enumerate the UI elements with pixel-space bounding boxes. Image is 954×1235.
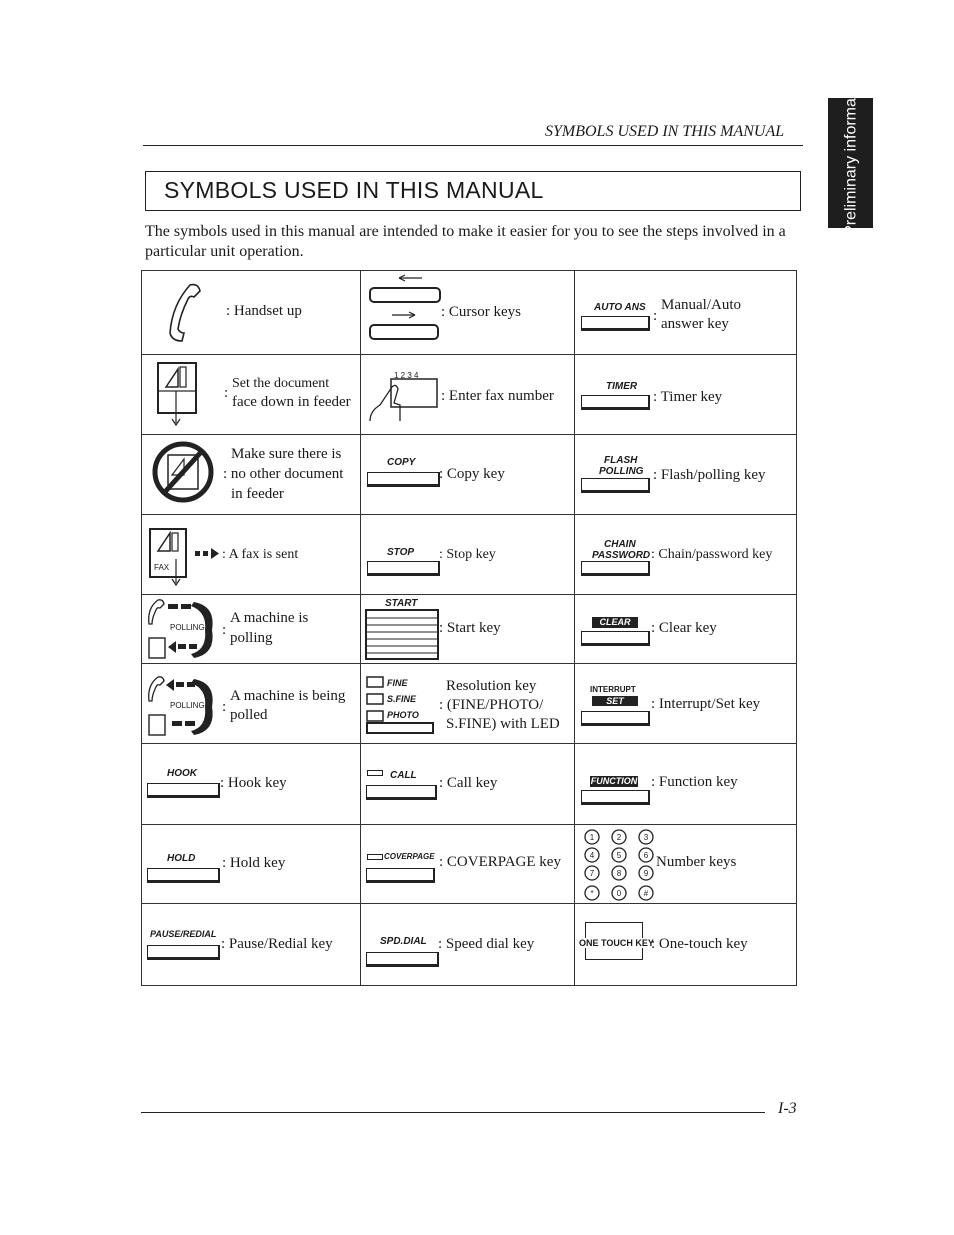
key-9: 9 [643, 869, 649, 878]
key-star: * [590, 889, 594, 898]
speed-dial-key[interactable] [366, 952, 439, 967]
polling-key-caption: POLLING [599, 466, 644, 477]
symbols-table [141, 270, 797, 986]
key-1: 1 [589, 833, 595, 842]
col-divider [574, 271, 575, 985]
row-divider [142, 354, 796, 355]
chain-password-key[interactable] [581, 561, 650, 576]
number-keypad-icon [582, 827, 662, 903]
resolution-key-label-3: S.FINE) with LED [446, 716, 560, 732]
password-key-caption: PASSWORD [592, 550, 651, 561]
col-divider [360, 271, 361, 985]
pause-redial-key-caption: PAUSE/REDIAL [150, 929, 217, 939]
polling-badge: POLLING [170, 623, 205, 632]
row-divider [142, 594, 796, 595]
colon: : [222, 699, 227, 715]
keypad-digits: 1 2 3 4 [394, 371, 419, 380]
timer-key-label: : Timer key [653, 389, 723, 405]
resolution-key-label: Resolution key [446, 678, 537, 694]
key-7: 7 [589, 869, 595, 878]
interrupt-set-label: : Interrupt/Set key [651, 696, 761, 712]
section-title-box [145, 171, 801, 211]
clear-key-label-plate: CLEAR [592, 617, 638, 628]
function-key-label-plate: FUNCTION [590, 776, 638, 786]
colon: : [222, 622, 227, 638]
auto-answer-label-2: answer key [661, 316, 729, 332]
hold-key-caption: HOLD [167, 853, 196, 864]
colon: : [224, 385, 229, 401]
call-key-label: : Call key [439, 775, 498, 791]
flash-key-caption: FLASH [604, 455, 638, 466]
hook-key-label: : Hook key [220, 775, 287, 791]
coverpage-key-caption: COVERPAGE [384, 852, 435, 861]
set-key-label-plate: SET [592, 696, 638, 706]
clear-key-label: : Clear key [651, 620, 717, 636]
pause-redial-key[interactable] [147, 945, 220, 960]
chapter-tab [828, 72, 873, 254]
handset-icon [160, 281, 206, 345]
flash-polling-key[interactable] [581, 478, 650, 493]
cursor-keys-icon [367, 273, 447, 345]
handset-up-label: : Handset up [226, 303, 302, 319]
function-key[interactable] [581, 790, 650, 805]
key-0: 0 [616, 889, 622, 898]
hook-key-caption: HOOK [167, 768, 197, 779]
hold-key-label: : Hold key [222, 855, 286, 871]
polled-badge: POLLING [170, 701, 205, 710]
footer-rule [141, 1112, 765, 1113]
document-feeder-icon [154, 361, 202, 427]
number-keys-label: Number keys [656, 854, 737, 870]
document-feeder-label: Set the document [232, 376, 330, 391]
fax-badge: FAX [154, 563, 170, 572]
timer-key[interactable] [581, 395, 650, 410]
fax-sent-label: : A fax is sent [222, 547, 299, 562]
hold-key[interactable] [147, 868, 220, 883]
colon: : [653, 308, 658, 324]
polling-label: A machine is [230, 610, 309, 626]
hook-key[interactable] [147, 783, 220, 798]
chain-key-caption: CHAIN [604, 539, 636, 550]
call-led [367, 770, 383, 776]
one-touch-label: : One-touch key [651, 936, 748, 952]
polled-label: A machine is being [230, 688, 346, 704]
interrupt-set-key[interactable] [581, 711, 650, 726]
key-4: 4 [589, 851, 595, 860]
polling-label-2: polling [230, 630, 273, 646]
document-feeder-label-2: face down in feeder [232, 394, 351, 410]
key-hash: # [643, 889, 649, 898]
call-key[interactable] [366, 785, 437, 800]
enter-fax-number-label: : Enter fax number [441, 388, 554, 404]
chain-password-label: : Chain/password key [651, 547, 773, 562]
intro-paragraph: The symbols used in this manual are intended to make it easier for you to see the steps involved in a particular unit operation. [145, 223, 786, 260]
section-title: SYMBOLS USED IN THIS MANUAL [164, 177, 544, 203]
polled-label-2: polled [230, 707, 268, 723]
auto-answer-label: Manual/Auto [661, 297, 741, 313]
key-3: 3 [643, 833, 649, 842]
start-key-caption: START [385, 598, 418, 609]
copy-key-caption: COPY [387, 457, 416, 468]
pause-redial-label: : Pause/Redial key [221, 936, 333, 952]
copy-key[interactable] [367, 472, 440, 487]
key-2: 2 [616, 833, 622, 842]
row-divider [142, 743, 796, 744]
coverpage-key[interactable] [366, 868, 435, 883]
clear-key[interactable] [581, 631, 650, 646]
stop-key[interactable] [367, 561, 440, 576]
speed-dial-label: : Speed dial key [438, 936, 535, 952]
running-header: SYMBOLS USED IN THIS MANUAL [545, 123, 785, 140]
key-6: 6 [643, 851, 649, 860]
auto-ans-key[interactable] [581, 316, 650, 331]
start-key[interactable] [365, 609, 439, 661]
one-touch-key-caption: ONE TOUCH KEY [579, 938, 654, 948]
timer-key-caption: TIMER [606, 381, 638, 392]
page-number: I-3 [778, 1100, 797, 1117]
no-other-document-label-2: : no other document [223, 466, 344, 482]
led-photo: PHOTO [387, 710, 419, 720]
stop-key-label: : Stop key [439, 547, 496, 562]
call-key-caption: CALL [390, 770, 417, 781]
start-key-label: : Start key [439, 620, 501, 636]
led-s-fine: S.FINE [387, 694, 417, 704]
speed-dial-key-caption: SPD.DIAL [380, 936, 427, 947]
row-divider [142, 824, 796, 825]
coverpage-led [367, 854, 383, 860]
interrupt-key-caption: INTERRUPT [590, 685, 636, 694]
row-divider [142, 663, 796, 664]
flash-polling-label: : Flash/polling key [653, 467, 766, 483]
stop-key-caption: STOP [387, 547, 415, 558]
resolution-key-label-2: : (FINE/PHOTO/ [439, 697, 544, 713]
key-8: 8 [616, 869, 622, 878]
no-document-icon [150, 439, 216, 505]
row-divider [142, 903, 796, 904]
header-rule [143, 145, 803, 146]
no-other-document-label: Make sure there is [231, 446, 342, 462]
cursor-keys-label: : Cursor keys [441, 304, 521, 320]
led-fine: FINE [387, 678, 408, 688]
no-other-document-label-3: in feeder [231, 486, 284, 502]
chapter-tab-label: 1. Preliminary information [842, 72, 859, 254]
function-key-label: : Function key [651, 774, 738, 790]
coverpage-key-label: : COVERPAGE key [439, 854, 561, 870]
copy-key-label: : Copy key [439, 466, 505, 482]
row-divider [142, 434, 796, 435]
key-5: 5 [616, 851, 622, 860]
row-divider [142, 514, 796, 515]
auto-ans-key-caption: AUTO ANS [594, 302, 646, 313]
